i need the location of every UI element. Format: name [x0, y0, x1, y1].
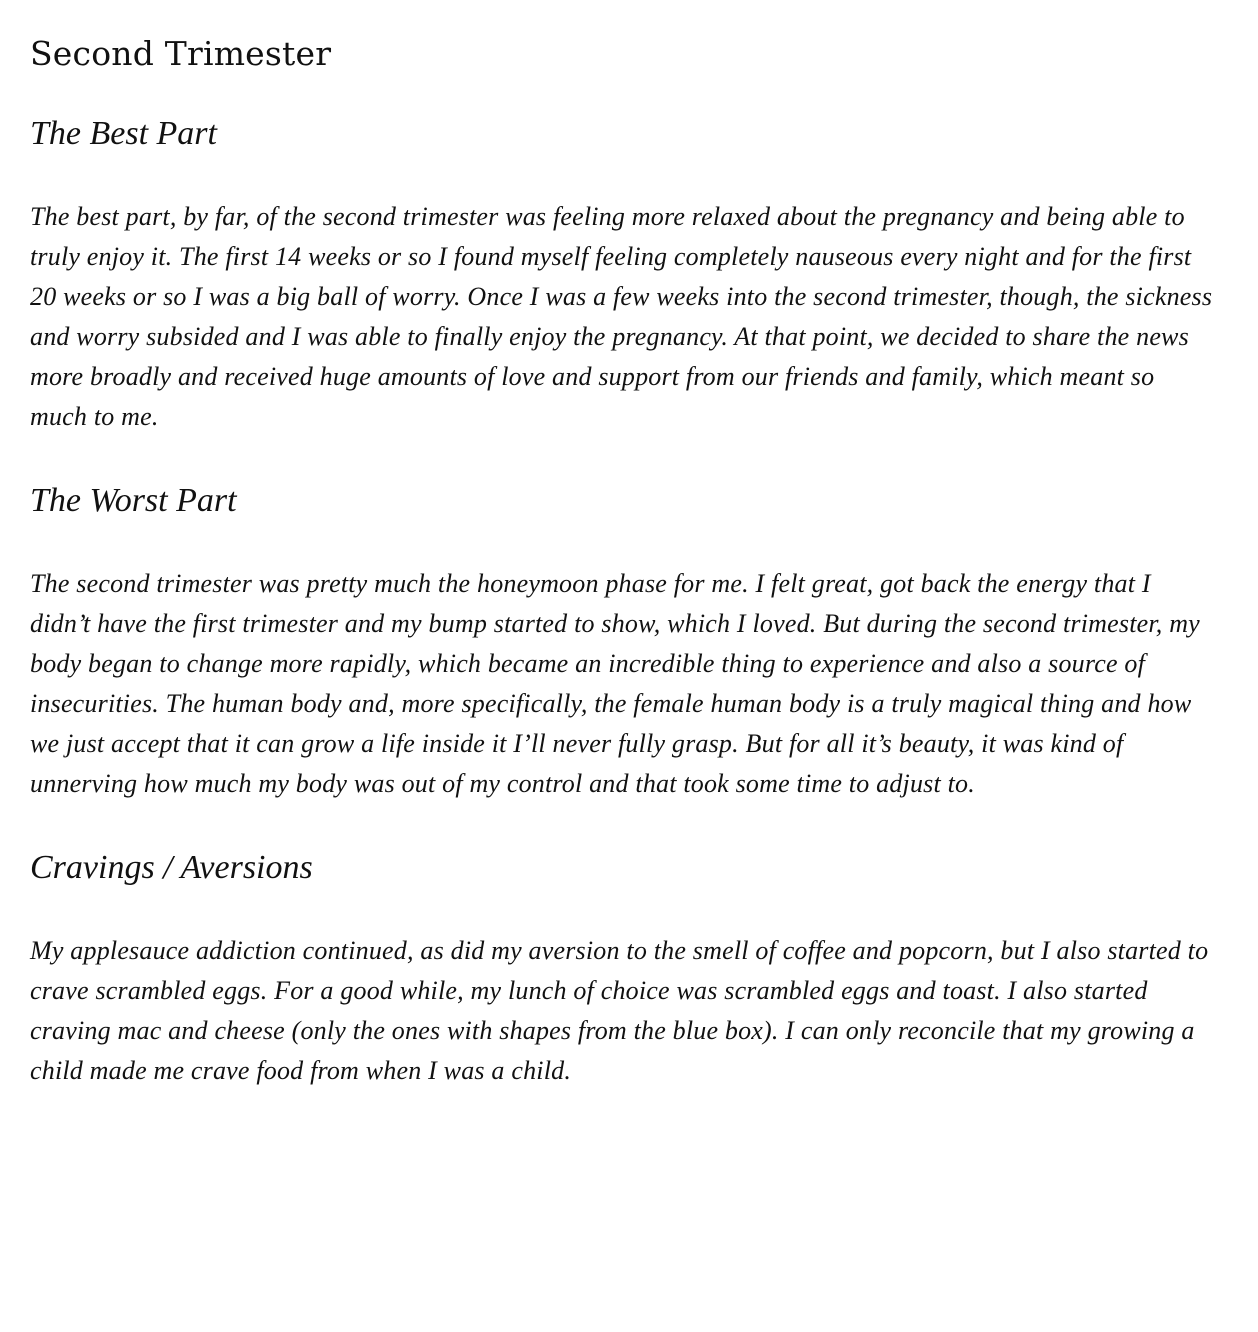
- section-paragraph: The best part, by far, of the second trimester was feeling more relaxed about the pregnancy and being able to truly enjoy it. The first 14 weeks or so I found myself feeling completely nauseous every night and for the first 20 weeks or so I was a big ball of worry. Once I was a few weeks into the second trimester, though, the sickness and worry subsided and I was able to finally enjoy the pregnancy. At that point, we decided to share the news more broadly and received huge amounts of love and support from our friends and family, which meant so much to me.: [30, 202, 1213, 431]
- section-heading: Cravings / Aversions: [30, 849, 313, 886]
- page-title: Second Trimester: [30, 34, 332, 73]
- section-paragraph: The second trimester was pretty much the honeymoon phase for me. I felt great, got back the energy that I didn’t have the first trimester and my bump started to show, which I loved. But during the second trimester, my body began to change more rapidly, which became an incredible thing to experience and also a source of insecurities. The human body and, more specifically, the female human body is a truly magical thing and how we just accept that it can grow a life inside it I’ll never fully grasp. But for all it’s beauty, it was kind of unnerving how much my body was out of my control and that took some time to adjust to.: [30, 569, 1200, 798]
- section-best-part: [30, 114, 1215, 437]
- section-cravings-aversions: [30, 848, 1215, 1091]
- section-heading: The Best Part: [30, 115, 217, 152]
- section-worst-part: [30, 481, 1215, 804]
- section-heading: The Worst Part: [30, 482, 237, 519]
- section-paragraph: My applesauce addiction continued, as did my aversion to the smell of coffee and popcorn, but I also started to crave scrambled eggs. For a good while, my lunch of choice was scrambled eggs and toast. I also started craving mac and cheese (only the ones with shapes from the blue box). I can only reconcile that my growing a child made me crave food from when I was a child.: [30, 936, 1209, 1085]
- article: [30, 28, 1215, 1135]
